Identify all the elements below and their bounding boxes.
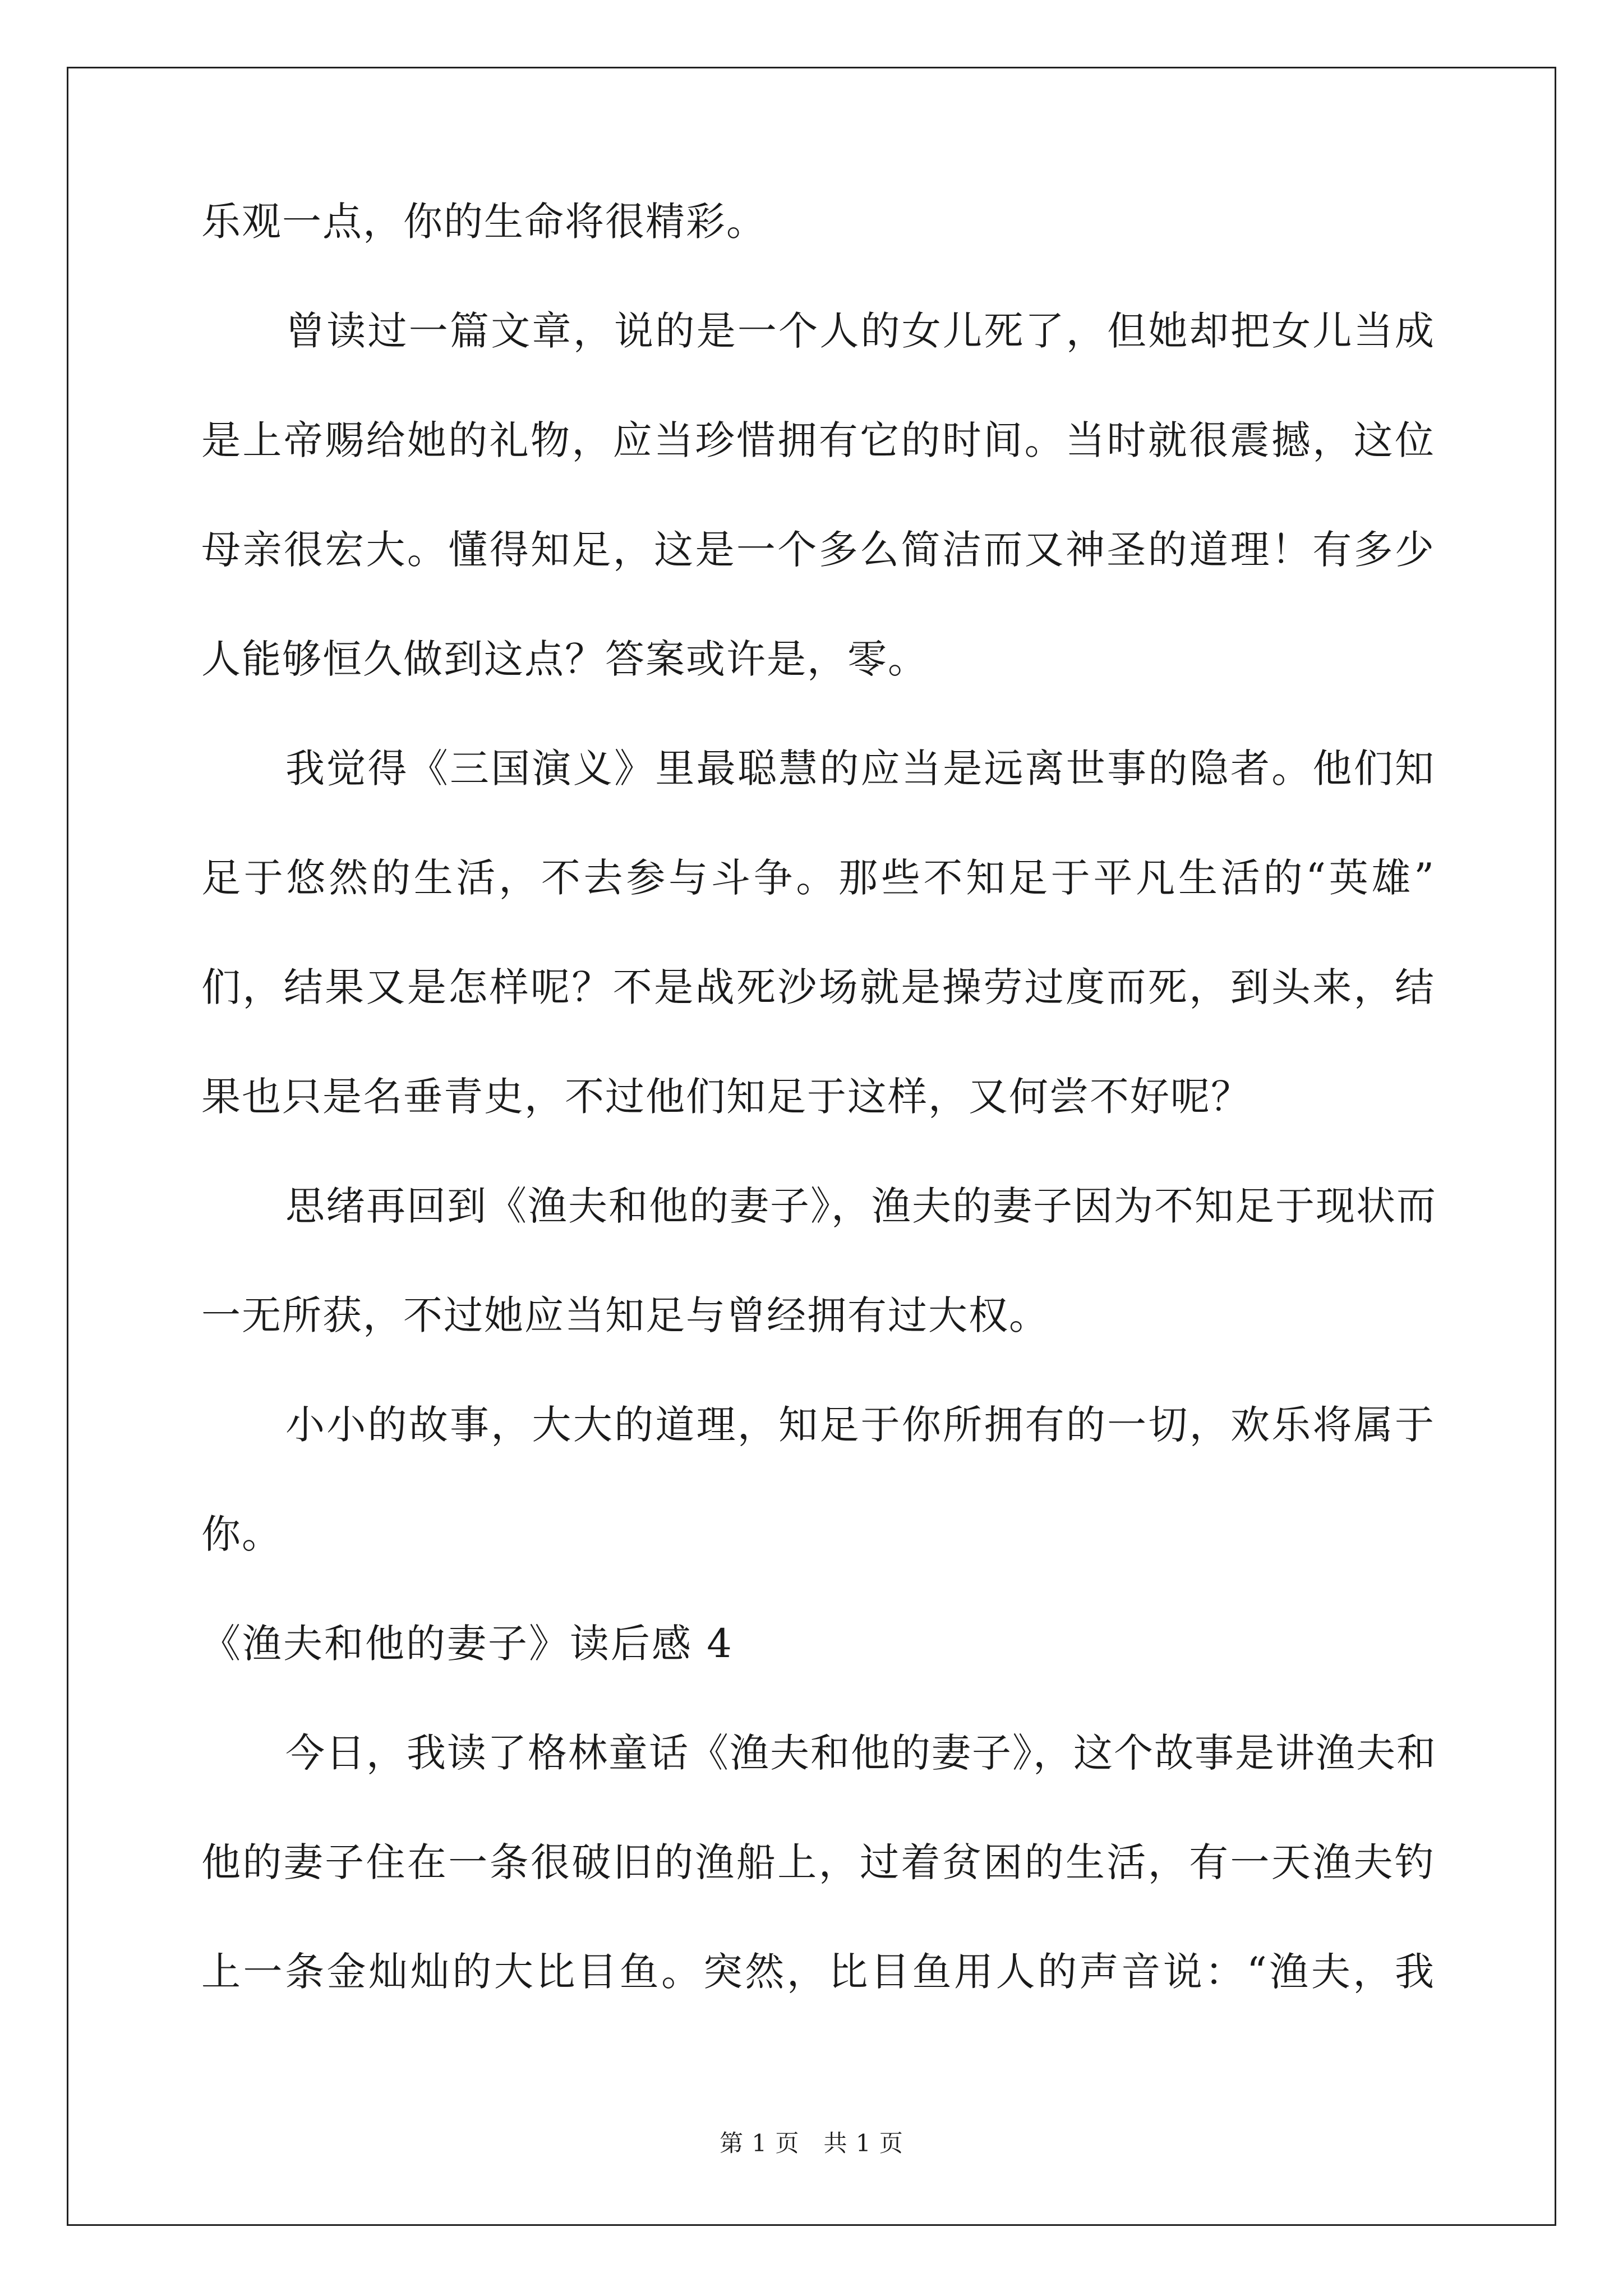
section-heading: 《渔夫和他的妻子》读后感 4 (201, 1621, 734, 1667)
text-line: 果也只是名垂青史，不过他们知足于这样，又何尝不好呢？ (201, 1074, 1251, 1120)
paragraph-start-line: 思绪再回到《渔夫和他的妻子》，渔夫的妻子因为不知足于现状而 (285, 1183, 1437, 1229)
text-line: 足于悠然的生活，不去参与斗争。那些不知足于平凡生活的“英雄” (201, 855, 1435, 901)
text-line: 上一条金灿灿的大比目鱼。突然，比目鱼用人的声音说：“渔夫，我 (201, 1949, 1435, 1995)
text-line: 你。 (201, 1511, 282, 1557)
text-line: 是上帝赐给她的礼物，应当珍惜拥有它的时间。当时就很震撼，这位 (201, 417, 1435, 463)
paragraph-start-line: 我觉得《三国演义》里最聪慧的应当是远离世事的隐者。他们知 (285, 746, 1435, 792)
text-line: 他的妻子住在一条很破旧的渔船上，过着贫困的生活，有一天渔夫钓 (201, 1839, 1435, 1885)
paragraph-start-line: 今日，我读了格林童话《渔夫和他的妻子》，这个故事是讲渔夫和 (285, 1730, 1437, 1776)
text-line: 们，结果又是怎样呢？不是战死沙场就是操劳过度而死，到头来，结 (201, 964, 1435, 1010)
text-line: 一无所获，不过她应当知足与曾经拥有过大权。 (201, 1292, 1049, 1338)
document-body (201, 199, 1437, 2062)
paragraph-start-line: 小小的故事，大大的道理，知足于你所拥有的一切，欢乐将属于 (285, 1402, 1435, 1448)
text-line: 乐观一点，你的生命将很精彩。 (201, 199, 767, 245)
text-line: 母亲很宏大。懂得知足，这是一个多么简洁而又神圣的道理！有多少 (201, 527, 1435, 573)
page-footer: 第 1 页 共 1 页 (720, 2129, 903, 2157)
paragraph-start-line: 曾读过一篇文章，说的是一个人的女儿死了，但她却把女儿当成 (285, 308, 1435, 354)
text-line: 人能够恒久做到这点？答案或许是，零。 (201, 636, 928, 682)
